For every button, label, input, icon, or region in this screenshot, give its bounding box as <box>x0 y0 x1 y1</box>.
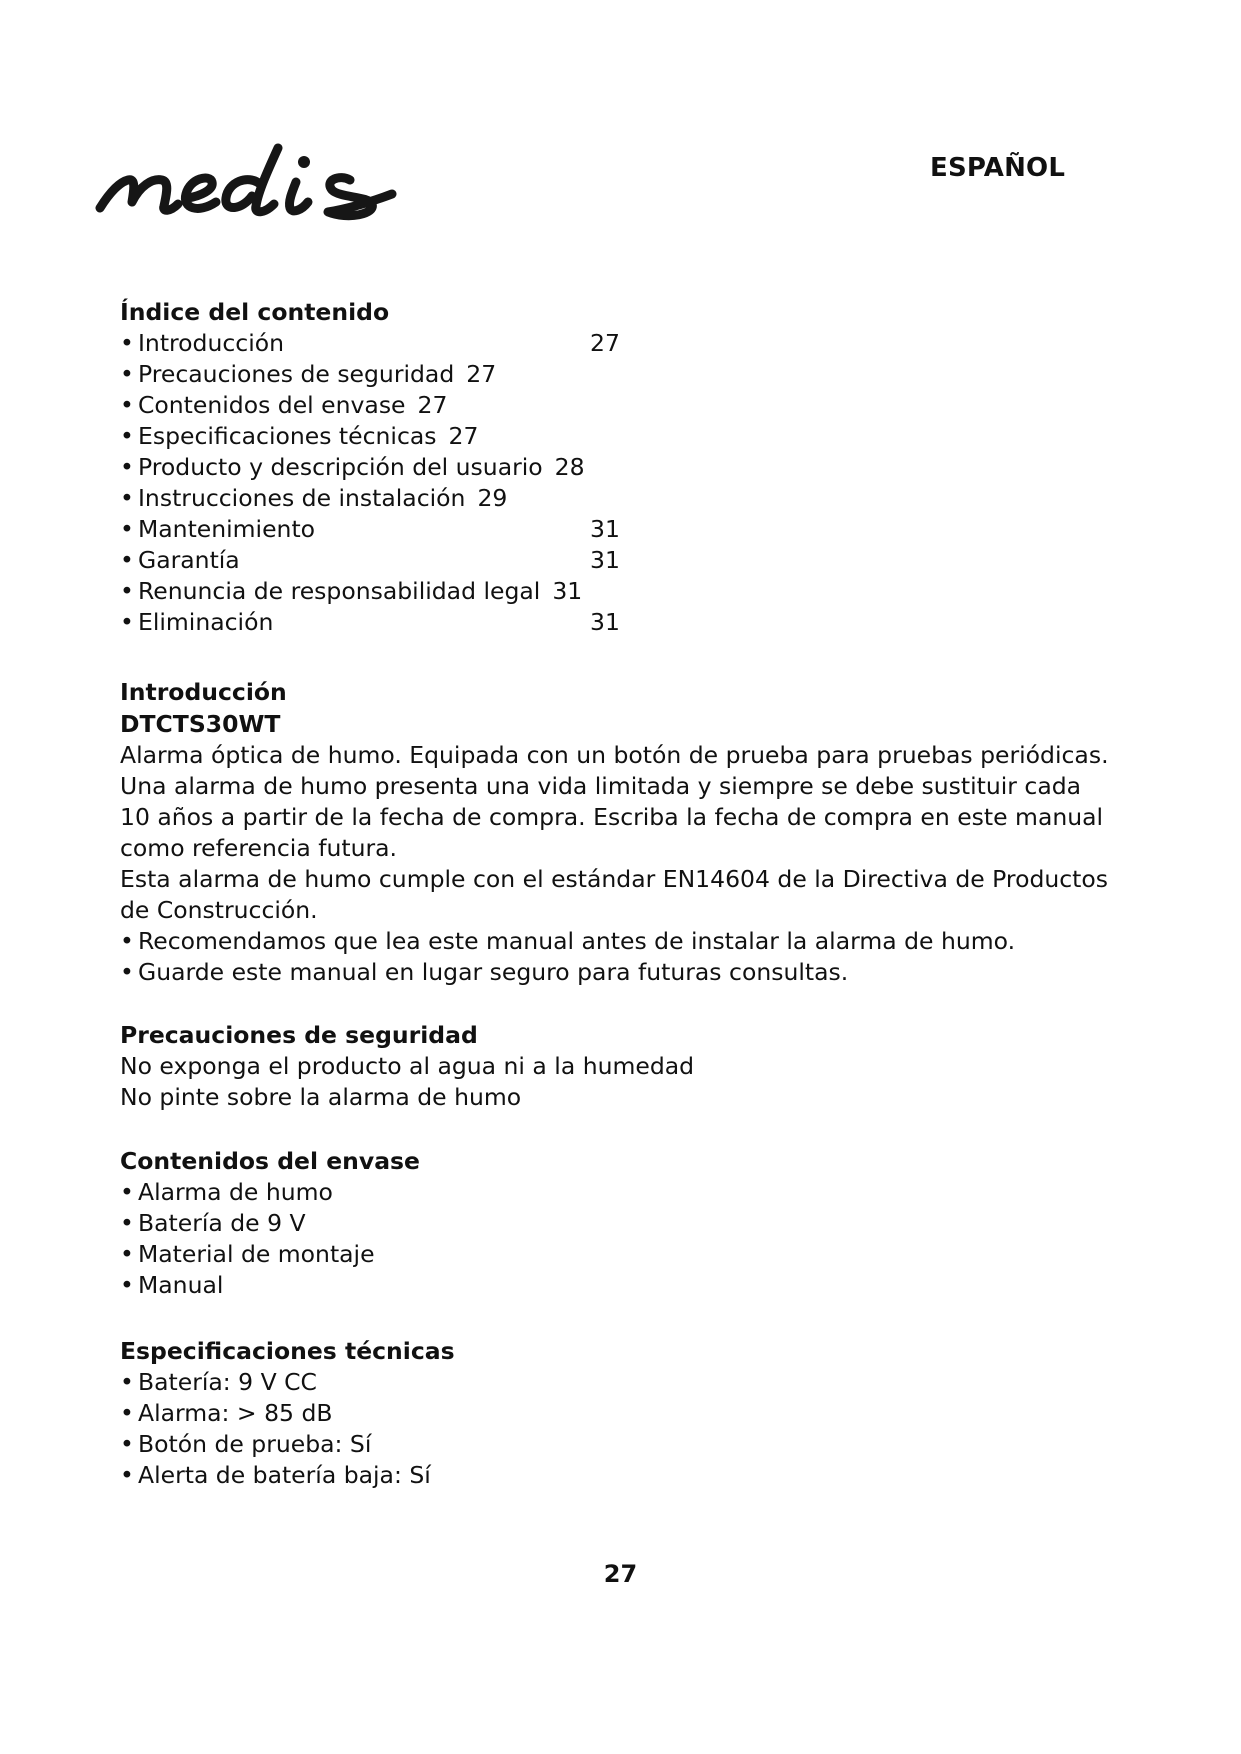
toc-item: • Eliminación 31 <box>120 608 620 636</box>
toc-item: • Producto y descripción del usuario 28 <box>120 453 585 481</box>
safety-section <box>120 1019 694 1113</box>
intro-title: Introducción <box>120 678 287 706</box>
specs-item: • Alarma: > 85 dB <box>120 1399 333 1427</box>
contents-item: • Manual <box>120 1271 224 1299</box>
toc-page: 28 <box>554 453 585 481</box>
toc-item: • Precauciones de seguridad 27 <box>120 360 497 388</box>
toc-item: • Especificaciones técnicas 27 <box>120 422 479 450</box>
nedis-logo-mark <box>92 140 452 240</box>
contents-title: Contenidos del envase <box>120 1147 420 1175</box>
toc-page: 31 <box>590 515 620 543</box>
intro-section <box>120 676 1109 988</box>
toc-page: 27 <box>448 422 479 450</box>
toc-page: 31 <box>590 608 620 636</box>
specs-item: • Batería: 9 V CC <box>120 1368 317 1396</box>
contents-item: • Alarma de humo <box>120 1178 333 1206</box>
safety-line: No pinte sobre la alarma de humo <box>120 1083 522 1111</box>
intro-line: de Construcción. <box>120 896 318 924</box>
toc-title: Índice del contenido <box>120 298 390 326</box>
model-number: DTCTS30WT <box>120 710 281 738</box>
intro-bullet: • Recomendamos que lea este manual antes de instalar la alarma de humo. <box>120 927 1016 955</box>
intro-bullet: • Guarde este manual en lugar seguro para futuras consultas. <box>120 958 849 986</box>
specs-item: • Botón de prueba: Sí <box>120 1430 372 1458</box>
logo-text: nedis <box>92 140 95 141</box>
toc-item: • Contenidos del envase 27 <box>120 391 448 419</box>
specs-item: • Alerta de batería baja: Sí <box>120 1461 431 1489</box>
toc-page: 31 <box>590 546 620 574</box>
intro-line: 10 años a partir de la fecha de compra. Escriba la fecha de compra en este manual <box>120 803 1104 831</box>
safety-line: No exponga el producto al agua ni a la humedad <box>120 1052 695 1080</box>
page-number: 27 <box>603 1560 638 1588</box>
intro-line: como referencia futura. <box>120 834 397 862</box>
toc-page: 27 <box>590 329 620 357</box>
intro-line: Alarma óptica de humo. Equipada con un botón de prueba para pruebas periódicas. <box>120 741 1109 769</box>
contents-item: • Batería de 9 V <box>120 1209 306 1237</box>
intro-line: Esta alarma de humo cumple con el estándar EN14604 de la Directiva de Productos <box>120 865 1109 893</box>
safety-title: Precauciones de seguridad <box>120 1021 478 1049</box>
toc-page: 29 <box>477 484 508 512</box>
toc-item: • Garantía 31 <box>120 546 620 574</box>
toc-page: 31 <box>552 577 583 605</box>
contents-section <box>120 1145 420 1301</box>
toc-page: 27 <box>466 360 497 388</box>
toc-item: • Introducción 27 <box>120 329 620 357</box>
nedis-logo <box>92 140 452 240</box>
toc-item: • Renuncia de responsabilidad legal 31 <box>120 577 583 605</box>
intro-line: Una alarma de humo presenta una vida limitada y siempre se debe sustituir cada <box>120 772 1082 800</box>
logo-i-dot <box>298 156 310 168</box>
toc-item: • Instrucciones de instalación 29 <box>120 484 508 512</box>
toc-page: 27 <box>417 391 448 419</box>
specs-section <box>120 1335 455 1491</box>
contents-item: • Material de montaje <box>120 1240 375 1268</box>
language-label: ESPAÑOL <box>930 153 1066 183</box>
toc-item: • Mantenimiento 31 <box>120 515 620 543</box>
specs-title: Especificaciones técnicas <box>120 1337 455 1365</box>
toc-section <box>120 296 620 638</box>
